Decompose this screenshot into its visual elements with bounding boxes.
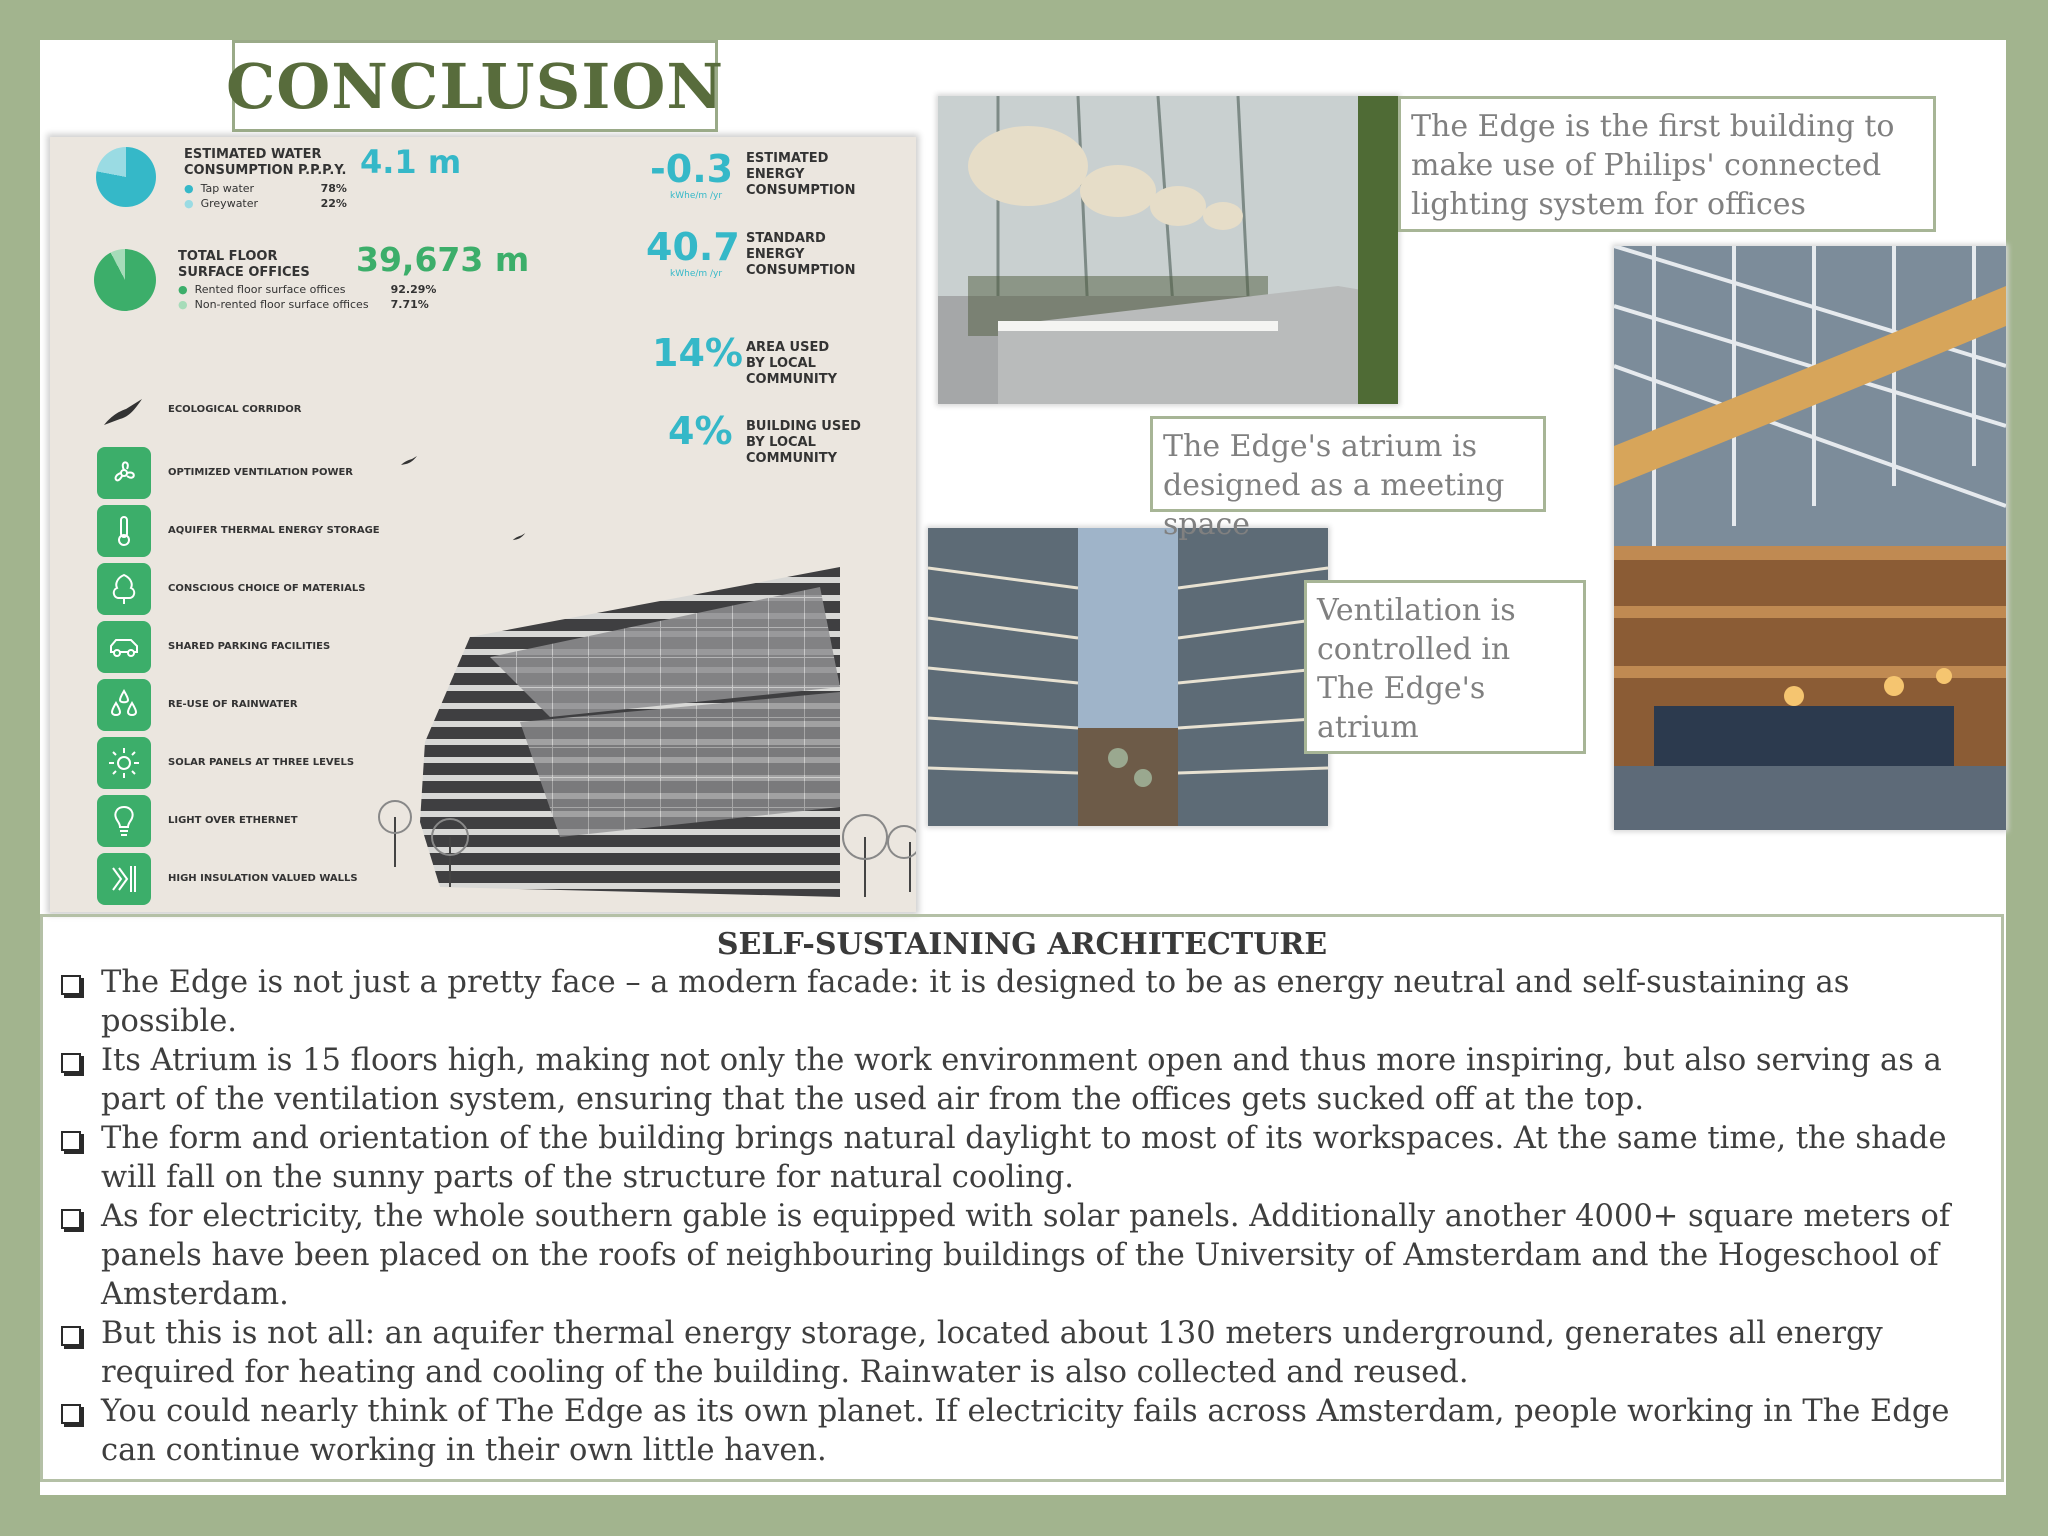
self-sustaining-section <box>40 914 2004 1482</box>
feature-label-3: CONSCIOUS CHOICE OF MATERIALS <box>168 583 366 594</box>
building-used-label-line3: COMMUNITY <box>746 451 838 466</box>
section-heading: SELF-SUSTAINING ARCHITECTURE <box>716 927 1328 962</box>
floor-label-line1: TOTAL FLOOR <box>178 249 278 264</box>
building-used-label-line1: BUILDING USED <box>746 419 861 434</box>
checkbox-bullet-icon <box>61 1209 81 1229</box>
fan-icon <box>97 447 151 499</box>
page-title: CONCLUSION <box>225 49 725 123</box>
area-used-label-line1: AREA USED <box>746 340 830 355</box>
checkbox-bullet-icon <box>61 1053 81 1073</box>
feature-label-6: SOLAR PANELS AT THREE LEVELS <box>168 757 355 768</box>
bullet-text: The Edge is not just a pretty face – a modern facade: it is designed to be as energy neutral and self-sustaining as possible. <box>101 965 1850 1039</box>
standard-energy-label-line1: STANDARD <box>746 231 826 246</box>
estimated-energy-label-line2: ENERGY <box>746 167 805 182</box>
rented-floor-label: Rented floor surface offices <box>194 283 346 296</box>
checkbox-bullet-icon <box>61 1404 81 1424</box>
thermometer-icon <box>97 505 151 557</box>
non-rented-floor-pct: 7.71% <box>390 298 429 311</box>
bird-icon <box>512 532 526 542</box>
list-item <box>53 1041 1993 1119</box>
area-used-label-line3: COMMUNITY <box>746 372 838 387</box>
tree-icon <box>97 563 151 615</box>
standard-energy-label-line2: ENERGY <box>746 247 805 262</box>
list-item <box>53 1392 1993 1470</box>
building-used-value: 4% <box>668 409 733 453</box>
estimated-energy-unit: kWhe/m /yr <box>670 191 723 201</box>
bird-icon <box>400 455 418 467</box>
caption-lighting: The Edge is the first building to make use of Philips' connected lighting system for offices <box>1398 96 1936 232</box>
floor-value: 39,673 m <box>356 240 530 279</box>
list-item <box>53 1197 1993 1314</box>
floor-label <box>178 249 310 281</box>
checkbox-bullet-icon <box>61 1326 81 1346</box>
estimated-energy-label-line3: CONSUMPTION <box>746 183 856 198</box>
standard-energy-value: 40.7 <box>646 225 740 269</box>
water-value: 4.1 m <box>360 143 462 181</box>
floor-label-line2: SURFACE OFFICES <box>178 265 310 280</box>
area-used-label <box>746 340 837 388</box>
feature-label-7: LIGHT OVER ETHERNET <box>168 815 298 826</box>
water-legend: ● Tap water 78% ● Greywater 22% <box>184 182 347 210</box>
non-rented-floor-label: Non-rented floor surface offices <box>194 298 369 311</box>
water-label-line2: CONSUMPTION P.P.P.Y. <box>184 163 347 178</box>
water-label-line1: ESTIMATED WATER <box>184 147 322 162</box>
standard-energy-label-line3: CONSUMPTION <box>746 263 856 278</box>
list-item <box>53 1314 1993 1392</box>
tap-water-label: Tap water <box>200 182 255 195</box>
floor-legend: ● Rented floor surface offices 92.29% ● Non-rented floor surface offices 7.71% <box>178 283 437 311</box>
estimated-energy-value: -0.3 <box>650 147 734 191</box>
building-used-label <box>746 419 861 467</box>
water-pie-chart <box>96 147 156 207</box>
area-used-label-line2: BY LOCAL <box>746 356 816 371</box>
feature-label-4: SHARED PARKING FACILITIES <box>168 641 331 652</box>
standard-energy-label <box>746 231 856 279</box>
car-icon <box>97 621 151 673</box>
bullet-text: The form and orientation of the building brings natural daylight to most of its workspaces. At the same time, the shade will fall on the sunny parts of the structure for natural cooling. <box>101 1121 1947 1195</box>
droplets-icon <box>97 679 151 731</box>
sustainability-infographic <box>50 137 916 912</box>
bullet-text: Its Atrium is 15 floors high, making not only the work environment open and thus more inspiring, but also serving as a part of the ventilation system, ensuring that the used air from the offices gets sucked off at the top. <box>101 1043 1942 1117</box>
caption-ventilation: Ventilation is controlled in The Edge's atrium <box>1304 580 1586 754</box>
estimated-energy-label-line1: ESTIMATED <box>746 151 829 166</box>
photo-office-lighting <box>938 96 1398 404</box>
tap-water-pct: 78% <box>320 182 347 195</box>
checkbox-bullet-icon <box>61 1131 81 1151</box>
greywater-pct: 22% <box>320 197 347 210</box>
feature-label-5: RE-USE OF RAINWATER <box>168 699 298 710</box>
sun-icon <box>97 737 151 789</box>
bullet-text: You could nearly think of The Edge as its own planet. If electricity fails across Amsterdam, people working in The Edge can continue working in their own little haven. <box>101 1394 1950 1468</box>
building-illustration <box>300 567 916 912</box>
list-item <box>53 1119 1993 1197</box>
feature-label-0: ECOLOGICAL CORRIDOR <box>168 404 302 415</box>
bullet-text: As for electricity, the whole southern gable is equipped with solar panels. Additionally another 4000+ square meters of panels have been placed on the roofs of neighbouring buildings of the University of Amsterdam and the Hogeschool of Amsterdam. <box>101 1199 1951 1312</box>
rented-floor-pct: 92.29% <box>390 283 437 296</box>
area-used-value: 14% <box>652 331 743 375</box>
feature-label-2: AQUIFER THERMAL ENERGY STORAGE <box>168 525 380 536</box>
feature-label-1: OPTIMIZED VENTILATION POWER <box>168 467 354 478</box>
caption-atrium: The Edge's atrium is designed as a meeting space <box>1150 416 1546 512</box>
standard-energy-unit: kWhe/m /yr <box>670 269 723 279</box>
estimated-energy-label <box>746 151 856 199</box>
feature-label-8: HIGH INSULATION VALUED WALLS <box>168 873 358 884</box>
photo-atrium-ventilation <box>928 528 1328 826</box>
checkbox-bullet-icon <box>61 975 81 995</box>
list-item <box>53 963 1993 1041</box>
title-box <box>225 40 725 132</box>
building-used-label-line2: BY LOCAL <box>746 435 816 450</box>
bullet-list <box>53 963 1993 1470</box>
bird-icon <box>102 397 144 429</box>
insulation-icon <box>97 853 151 905</box>
photo-atrium-meeting-space <box>1614 246 2006 830</box>
bullet-text: But this is not all: an aquifer thermal energy storage, located about 130 meters underground, generates all energy required for heating and cooling of the building. Rainwater is also collected and reused. <box>101 1316 1883 1390</box>
floor-pie-chart <box>94 249 156 311</box>
greywater-label: Greywater <box>200 197 259 210</box>
lightbulb-icon <box>97 795 151 847</box>
water-label <box>184 147 346 179</box>
